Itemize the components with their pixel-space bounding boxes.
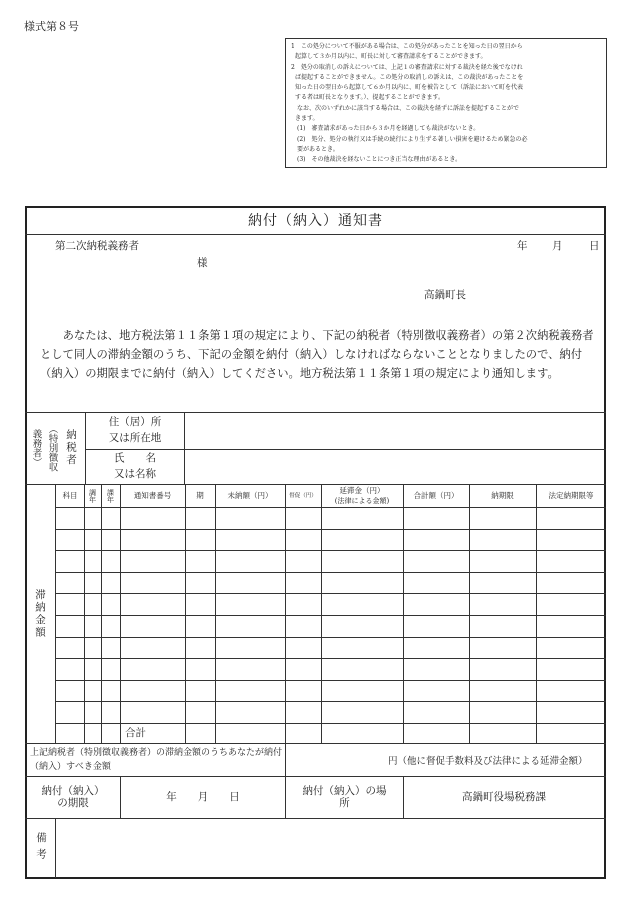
header-period: 期: [196, 490, 204, 500]
taxpayer-side-label-c: 納税者: [65, 429, 78, 467]
notice-line: きます。: [295, 115, 319, 123]
arrears-side-label: 滞納金額: [34, 589, 47, 639]
notice-line: 要があるとき。: [297, 145, 339, 153]
address-label-1: 住（居）所: [108, 416, 162, 429]
notice-line: (1) 審査請求があった日から３か月を経過しても裁決がないとき。: [297, 125, 480, 133]
honorific: 様: [197, 257, 208, 269]
deadline-value: 年 月 日: [166, 790, 240, 803]
document-title: 納付（納入）通知書: [248, 213, 383, 229]
table-row[interactable]: [56, 616, 605, 636]
remarks-label: 備考: [35, 831, 48, 865]
notice-line: 知った日の翌日から起算して６か月以内に、町を被告として（訴訟において町を代表: [295, 84, 524, 92]
header-legal-due-date: 法定納期限等: [548, 490, 594, 500]
header-notice-number: 通知書番号: [133, 490, 172, 500]
notice-line: 1 この処分について不服がある場合は、この処分があったことを知った日の翌日から: [291, 43, 523, 50]
table-bottom-line: [25, 743, 606, 744]
header-late-fee-note: (法律による金額): [334, 497, 390, 506]
recipient-label: 第二次納税義務者: [55, 240, 139, 252]
payable-unit: 円（他に督促手数料及び法律による延滞金額）: [388, 756, 588, 767]
header-late-fee: 延滞金（円）: [339, 485, 385, 495]
deadline-bottom-line: [25, 818, 606, 819]
remarks-field[interactable]: [57, 820, 604, 876]
total-label: 合計: [125, 726, 146, 739]
taxpayer-side-label-b: （特別徴収: [46, 424, 58, 472]
table-row[interactable]: [56, 551, 605, 571]
deadline-label: 納付（納入）の期限: [41, 784, 105, 809]
notice-line: (3) その他裁決を経ないことにつき正当な理由があるとき。: [297, 156, 462, 164]
header-total: 合計額（円）: [413, 490, 459, 500]
header-unpaid: 未納額（円）: [227, 490, 273, 500]
address-field[interactable]: [186, 413, 604, 448]
body-paragraph: あなたは、地方税法第１１条第１項の規定により、下記の納税者（特別徴収義務者）の第２次納税義務者として同人の滞納金額のうち、下記の金額を納付（納入）しなければならないこととなりましたので、納付（納入）の期限までに納付（納入）してください。地方税法第１１条第１項の規定により通知します。: [40, 329, 594, 380]
payable-bottom-line: [25, 776, 606, 777]
name-field[interactable]: [186, 450, 604, 483]
remarks-divider: [55, 818, 56, 878]
appeal-notice-box: [285, 38, 607, 168]
table-row[interactable]: [56, 702, 605, 722]
notice-line: する者は町長となります。）、提起することができます。: [295, 94, 445, 102]
name-label-1: 氏 名: [114, 452, 156, 465]
notice-line: (2) 処分、処分の執行又は手続の続行により生ずる著しい損害を避けるため緊急の必: [297, 135, 528, 143]
place-value: 高鍋町役場税務課: [462, 790, 546, 803]
notice-line: なお、次のいずれかに該当する場合は、この裁決を経ずに訴訟を提起することがで: [291, 104, 520, 112]
taxpayer-bottom-line: [25, 484, 606, 485]
notice-line: 起算して３か月以内に、町長に対して審査請求をすることができます。: [295, 53, 487, 61]
taxpayer-label-divider: [184, 412, 185, 484]
name-label-2: 又は名称: [114, 468, 156, 481]
header-reminder: 督促（円）: [289, 492, 317, 499]
payable-divider: [285, 743, 286, 776]
notice-line: 2 処分の取消しの訴えについては、上記１の審査請求に対する裁決を経た後でなけれ: [291, 63, 523, 71]
table-row[interactable]: [56, 681, 605, 701]
date-day: 日: [589, 240, 600, 252]
form-number: 様式第８号: [24, 20, 79, 33]
table-row[interactable]: [56, 508, 605, 528]
taxpayer-side-label-a: 義務者）: [30, 429, 42, 467]
place-label: 納付（納入）の場所: [302, 784, 387, 809]
header-assess-year: 調年: [88, 489, 97, 503]
table-row[interactable]: [56, 530, 605, 550]
payable-label: 上記納税者（特別徴収義務者）の滞納金額のうちあなたが納付（納入）すべき金額: [30, 748, 283, 772]
table-row[interactable]: [56, 594, 605, 614]
address-label-2: 又は所在地: [108, 432, 162, 445]
issuer: 高鍋町長: [424, 289, 466, 301]
header-subject: 科目: [62, 490, 78, 500]
notice-line: ば提起することができません。この処分の取消しの訴えは、この裁決があったことを: [295, 73, 524, 81]
table-row[interactable]: [56, 659, 605, 679]
date-month: 月: [552, 240, 563, 252]
title-divider: [25, 234, 606, 235]
header-due-date: 納期限: [491, 490, 514, 500]
date-year: 年: [517, 240, 528, 252]
table-row[interactable]: [56, 573, 605, 593]
table-row[interactable]: [56, 638, 605, 658]
header-tax-year: 課年: [106, 489, 115, 503]
